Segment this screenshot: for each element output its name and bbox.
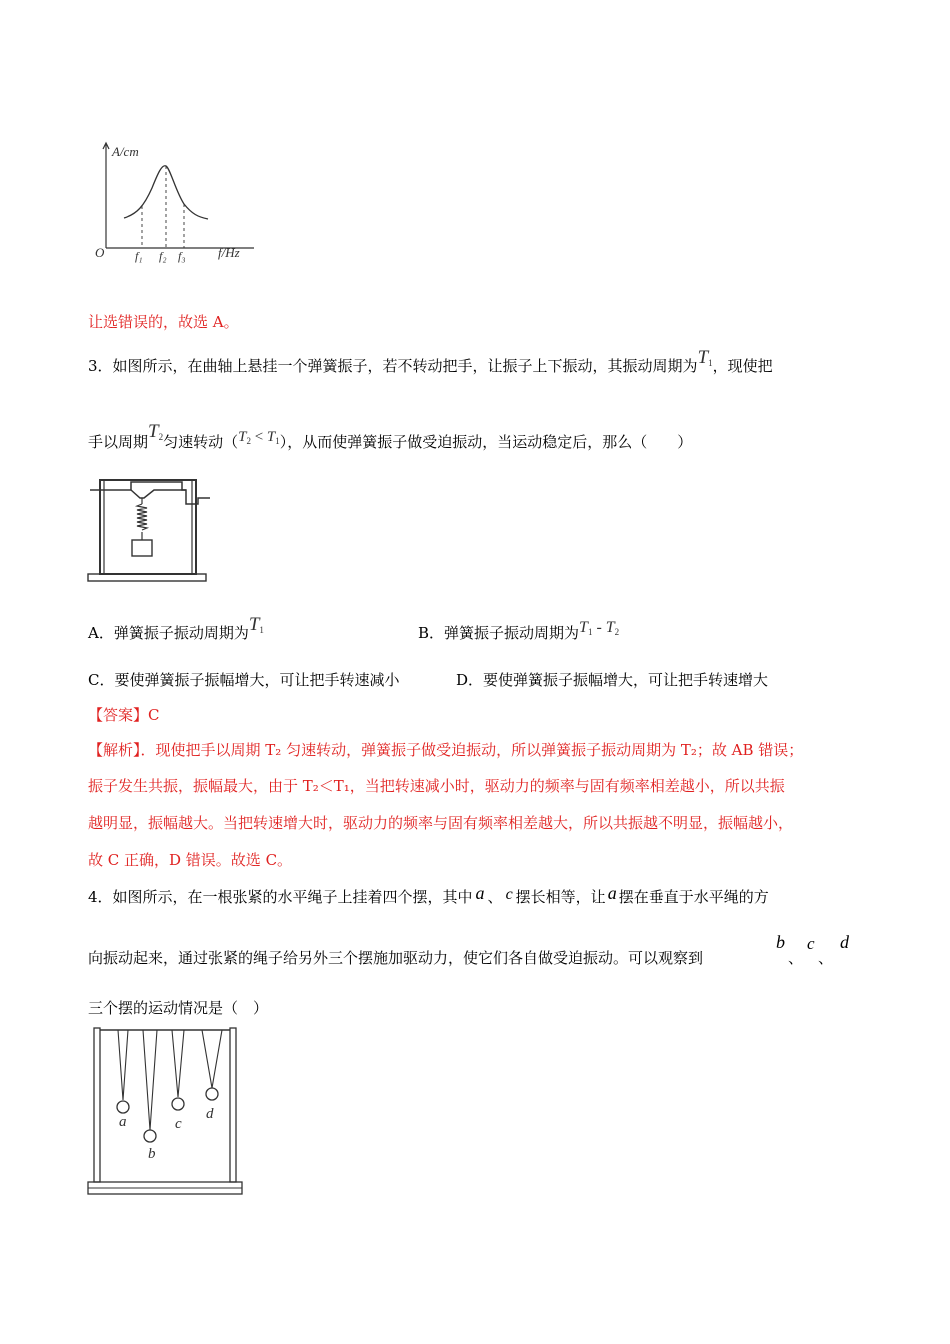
prev-answer-tail: 让选错误的，故选 A。 xyxy=(88,313,239,331)
var-c: c xyxy=(505,886,513,903)
answer-label: 【答案】 xyxy=(88,706,149,724)
math-T2-lt-T1: $T_2 < T_1$ xyxy=(238,429,280,446)
crank-spring-figure xyxy=(86,476,216,586)
var-c: c xyxy=(807,934,815,953)
q4-line3: 三个摆的运动情况是（ ） xyxy=(88,999,269,1017)
answer-value: C xyxy=(148,706,160,724)
q3-line2-text-c: ），从而使弹簧振子做受迫振动，当运动稳定后，那么（ ） xyxy=(279,433,693,451)
q3-line1-text-b: ，现使把 xyxy=(712,357,773,375)
q3-option-a[interactable]: A．弹簧振子振动周期为$T_1$ xyxy=(88,614,264,642)
q3-line2 xyxy=(88,421,693,457)
q3-analysis-line1: 【解析】．现使把手以周期 T₂ 匀速转动，弹簧振子做受迫振动，所以弹簧振子振动周期为 T₂；故 AB 错误； xyxy=(88,741,804,759)
origin-label: O xyxy=(95,245,105,260)
q3-line2-text-a: 手以周期 xyxy=(88,433,149,451)
tick-f1: f₁ xyxy=(135,249,143,263)
math-T1-minus-T2: $T_1 - T_2$ xyxy=(579,619,620,637)
q3-analysis-line2: 振子发生共振，振幅最大，由于 T₂＜T₁，当把转速减小时，驱动力的频率与固有频率相差越小，所以共振 xyxy=(88,777,785,795)
pendulum-c-label: c xyxy=(175,1116,182,1132)
resonance-curve-figure xyxy=(92,140,267,265)
q3-option-c[interactable]: C．要使弹簧振子振幅增大，可让把手转速减小 xyxy=(88,671,400,689)
q3-option-d[interactable]: D．要使弹簧振子振幅增大，可让把手转速增大 xyxy=(456,671,769,689)
analysis-label: 【解析】 xyxy=(88,741,141,759)
math-T2: $T_2$ xyxy=(148,421,164,442)
q3-line1 xyxy=(88,347,773,381)
q3-answer xyxy=(88,705,160,725)
pendulum-a-label: a xyxy=(119,1114,127,1130)
y-axis-label: A/cm xyxy=(112,144,139,159)
math-T1: $T_1$ xyxy=(248,614,264,635)
x-axis-label: f/Hz xyxy=(218,245,240,260)
sep-1: 、 xyxy=(788,949,804,967)
q4-line1: 4．如图所示，在一根张紧的水平绳子上挂着四个摆，其中 a 、 c 摆长相等，让 a 摆在垂直于水平绳的方 xyxy=(88,883,769,906)
sep-2: 、 xyxy=(818,949,834,967)
var-a: a xyxy=(475,883,485,903)
var-a: a xyxy=(607,883,617,903)
tick-f3: f₃ xyxy=(178,249,186,263)
q3-line2-text-b: 匀速转动（ xyxy=(163,433,239,451)
var-b: b xyxy=(776,932,785,952)
q3-option-b[interactable]: B．弹簧振子振动周期为$T_1 - T_2$ xyxy=(418,619,620,642)
pendulum-b-label: b xyxy=(148,1146,156,1162)
pendulums-figure xyxy=(86,1024,246,1200)
q3-analysis-line4: 故 C 正确，D 错误。故选 C。 xyxy=(88,851,293,869)
pendulum-d-label: d xyxy=(206,1106,214,1122)
q3-line1-text: 3．如图所示，在曲轴上悬挂一个弹簧振子，若不转动把手，让振子上下振动，其振动周期为 xyxy=(88,357,698,375)
q4-line2: 向振动起来，通过张紧的绳子给另外三个摆施加驱动力，使它们各自做受迫振动。可以观察到 xyxy=(88,949,704,967)
var-d: d xyxy=(840,932,849,952)
math-T1: $T_1$ xyxy=(697,347,713,368)
tick-f2: f₂ xyxy=(159,249,167,263)
q3-analysis-line3: 越明显，振幅越大。当把转速增大时，驱动力的频率与固有频率相差越大，所以共振越不明显，振幅越小， xyxy=(88,814,794,832)
